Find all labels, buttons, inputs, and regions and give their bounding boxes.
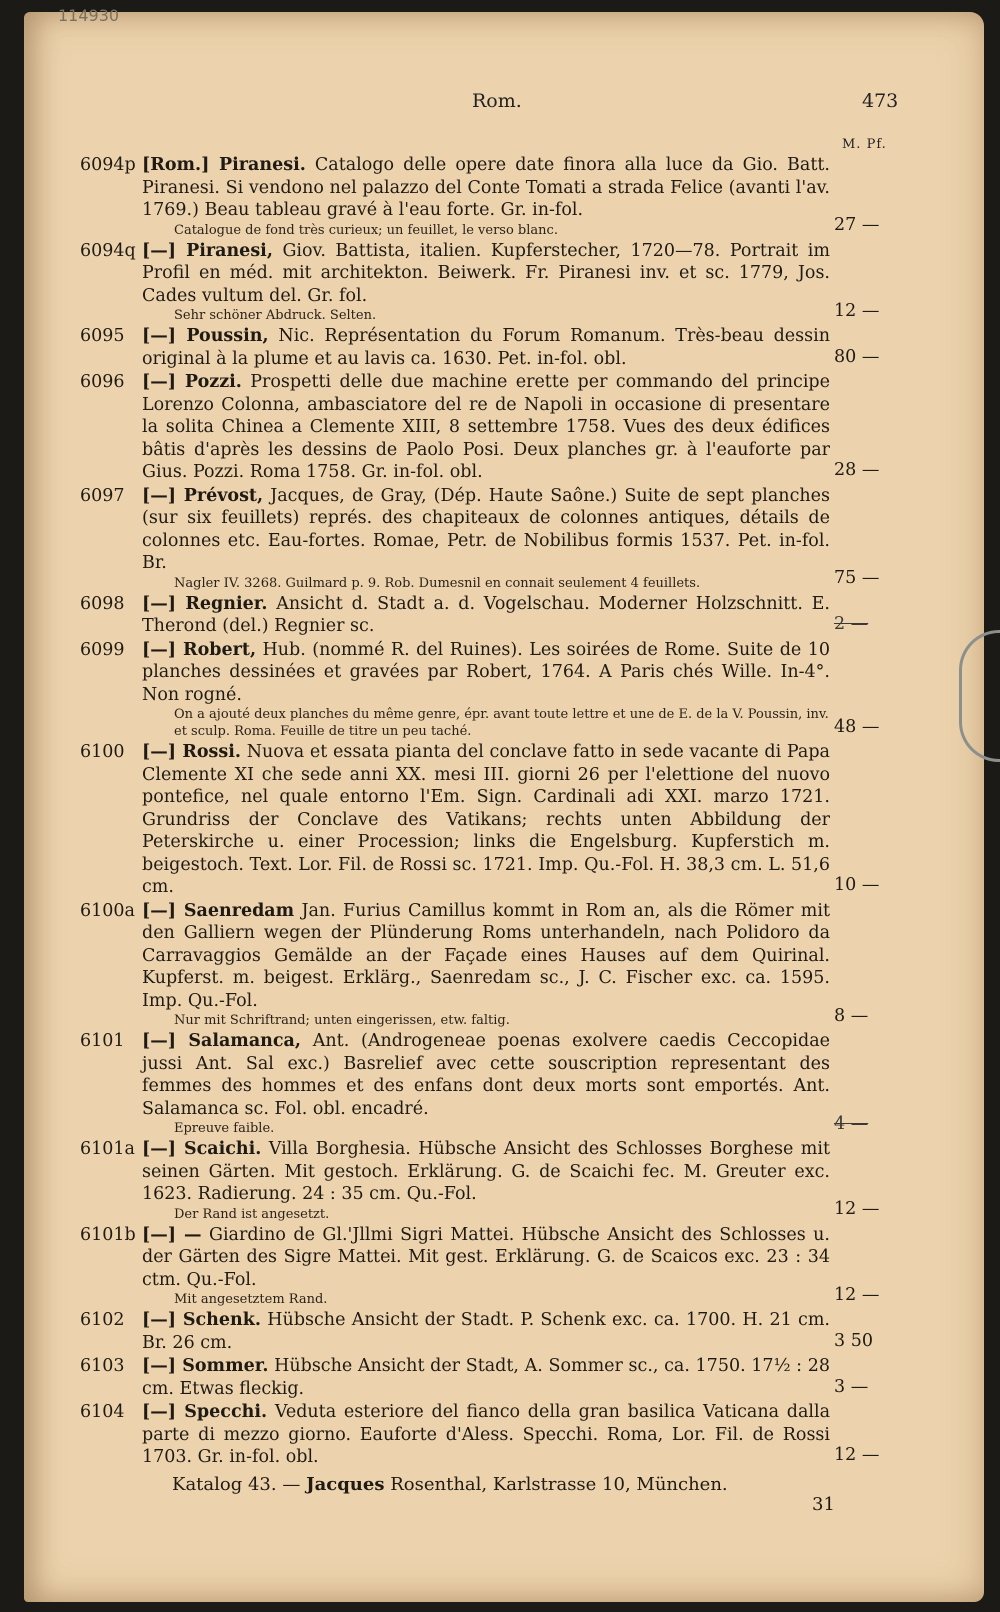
entry-note: Catalogue de fond très curieux; un feuillet, le verso blanc. (174, 222, 558, 238)
entry-price: 48 — (834, 716, 880, 737)
entry-price: 75 — (834, 568, 880, 588)
entry-body (142, 240, 830, 308)
catalog-entry (80, 1309, 916, 1354)
entry-body (142, 325, 830, 370)
entry-note: Nagler IV. 3268. Guilmard p. 9. Rob. Dumesnil en connait seulement 4 feuillets. (174, 575, 701, 591)
lot-number: 6099 (80, 639, 125, 660)
entry-price: 28 — (834, 460, 880, 480)
entry-description: Veduta esteriore del fianco della gran basilica Vaticana dalla parte di mezzo giorno. Eauforte d'Aless. Specchi. Roma, Lor. Fil. de Rossi 1703. Gr. in-fol. obl. (142, 1402, 831, 1467)
entry-body (142, 154, 830, 222)
catalog-entry (80, 1355, 916, 1400)
entry-body (142, 1309, 830, 1354)
entry-body (142, 371, 830, 484)
entry-description: Jan. Furius Camillus kommt in Rom an, als die Römer mit den Galliern wegen der Plünderung Roms unterhandeln, nach Polidoro da Carravaggios Gemälde an der Façade eines Hauses auf dem Quirinal. Kupferst. m. beigest. Erklärg., Saenredam sc., J. C. Fischer exc. ca. 1595. Imp. Qu.-Fol. (142, 900, 830, 1011)
lot-number: 6096 (80, 372, 125, 392)
artist-name: [—] Regnier. (142, 593, 268, 614)
price-column-head: M. Pf. (842, 137, 887, 152)
entry-body (142, 639, 830, 707)
entry-price: 12 — (834, 1284, 880, 1305)
entry-note: On a ajouté deux planches du même genre, épr. avant toute lettre et une de E. de la V. Poussin, inv. et sculp. Roma. Feuille de titre un peu taché. (174, 707, 829, 739)
page-title: Rom. (472, 90, 522, 112)
entry-price: 12 — (834, 300, 880, 321)
entry-note: Sehr schöner Abdruck. Selten. (174, 308, 377, 323)
artist-name: [—] Pozzi. (142, 372, 242, 392)
lot-number: 6100a (80, 900, 135, 921)
entry-body (142, 1030, 830, 1120)
artist-name: [—] Scaichi. (142, 1139, 262, 1159)
entry-description: Giardino de Gl.'Jllmi Sigri Mattei. Hübsche Ansicht des Schlosses u. der Gärten des Sigre Mattei. Mit gest. Erklärung. G. de Scaicos exc. 23 : 34 ctm. Qu.-Fol. (142, 1224, 830, 1290)
catalog-entry (80, 900, 916, 1030)
page-number: 473 (862, 90, 899, 112)
entry-description: Giov. Battista, italien. Kupferstecher, 1720—78. Portrait im Profil en méd. mit architekton. Beiwerk. Fr. Piranesi inv. et sc. 1779, Jos. Cades vultum del. Gr. fol. (142, 240, 830, 306)
artist-name: [—] Robert, (142, 639, 257, 660)
entry-price: 8 — (834, 1005, 869, 1026)
entry-note: Nur mit Schriftrand; unten eingerissen, etw. faltig. (174, 1013, 510, 1028)
lot-number: 6098 (80, 593, 125, 614)
lot-number: 6103 (80, 1356, 125, 1376)
entry-price: 4 — (834, 1113, 869, 1134)
artist-name: [—] Salamanca, (142, 1031, 301, 1051)
entry-price: 10 — (834, 875, 880, 895)
entry-price: 3 — (834, 1376, 869, 1397)
catalog-entry (80, 485, 916, 592)
entry-description: Hübsche Ansicht der Stadt. P. Schenk exc. ca. 1700. H. 21 cm. Br. 26 cm. (142, 1310, 830, 1353)
footer-address: Rosenthal, Karlstrasse 10, München. (390, 1474, 728, 1495)
entry-body (142, 1138, 830, 1206)
entry-body (142, 1355, 830, 1400)
catalog-entry (80, 240, 916, 325)
lot-number: 6102 (80, 1310, 125, 1330)
lot-number: 6104 (80, 1402, 125, 1422)
catalog-entry (80, 371, 916, 484)
artist-name: [—] Sommer. (142, 1356, 269, 1376)
page-footer (172, 1474, 835, 1515)
catalog-entry (80, 154, 916, 239)
catalog-entry (80, 1030, 916, 1137)
entry-description: Villa Borghesia. Hübsche Ansicht des Schlosses Borghese mit seinen Gärten. Mit gestoch. Erklärung. G. de Scaichi fec. M. Greuter exc. 1623. Radierung. 24 : 35 cm. Qu.-Fol. (142, 1139, 830, 1204)
footer-catalog: Katalog 43. — (172, 1474, 301, 1495)
catalog-entry (80, 1401, 916, 1469)
catalog-entry (80, 639, 916, 741)
lot-number: 6094p (80, 155, 136, 175)
entry-body (142, 485, 830, 575)
catalog-entries (80, 154, 916, 1470)
catalog-entry (80, 593, 916, 638)
entry-description: Hub. (nommé R. del Ruines). Les soirées de Rome. Suite de 10 planches dessinées et gravées par Robert, 1764. A Paris chés Wille. In-4°. Non rogné. (142, 639, 830, 705)
entry-body (142, 1401, 830, 1469)
inventory-stamp: 114930 (58, 6, 120, 25)
artist-name: [—] Rossi. (142, 742, 241, 762)
paper-clip-icon (959, 630, 1000, 762)
catalog-entry (80, 1224, 916, 1309)
sheet-signature: 31 (812, 1494, 835, 1515)
entry-price: 2 — (834, 614, 869, 634)
entry-description: Nic. Représentation du Forum Romanum. Très-beau dessin original à la plume et au lavis ca. 1630. Pet. in-fol. obl. (142, 326, 830, 369)
entry-price: 12 — (834, 1199, 880, 1219)
entry-note: Epreuve faible. (174, 1121, 275, 1136)
artist-name: [—] Prévost, (142, 485, 264, 506)
entry-note: Mit angesetztem Rand. (174, 1292, 328, 1307)
lot-number: 6100 (80, 742, 125, 762)
catalog-page (24, 6, 984, 1602)
catalog-entry (80, 325, 916, 370)
artist-name: [—] Specchi. (142, 1402, 268, 1422)
entry-description: Hübsche Ansicht der Stadt, A. Sommer sc., ca. 1750. 17½ : 28 cm. Etwas fleckig. (142, 1356, 830, 1399)
entry-price: 80 — (834, 346, 880, 367)
entry-description: Catalogo delle opere date finora alla luce da Gio. Batt. Piranesi. Si vendono nel palazzo del Conte Tomati a strada Felice (avanti l'av. 1769.) Beau tableau gravé à l'eau forte. Gr. in-fol. (142, 155, 830, 220)
entry-price: 27 — (834, 215, 880, 235)
entry-description: Prospetti delle due machine erette per commando del principe Lorenzo Colonna, ambasciatore del re de Napoli in occasione di presentare la solita Chinea a Clemente XIII, 8 settembre 1758. Vues des deux édifices bâtis d'après les dessins de Paolo Posi. Deux planches gr. à l'eauforte par Gius. Pozzi. Roma 1758. Gr. in-fol. obl. (142, 372, 830, 482)
artist-name: [Rom.] Piranesi. (142, 155, 306, 175)
lot-number: 6095 (80, 326, 125, 346)
lot-number: 6097 (80, 485, 125, 506)
entry-description: Ansicht d. Stadt a. d. Vogelschau. Moderner Holzschnitt. E. Therond (del.) Regnier sc. (142, 593, 830, 636)
lot-number: 6101 (80, 1031, 125, 1051)
footer-publisher: Jacques (306, 1474, 385, 1495)
lot-number: 6094q (80, 240, 136, 261)
lot-number: 6101a (80, 1139, 135, 1159)
entry-description: Ant. (Androgeneae poenas exolvere caedis Ceccopidae jussi Ant. Sal exc.) Basrelief avec cette souscription representant des femmes des hommes et des enfans dont deux morts sont emportés. Ant. Salamanca sc. Fol. obl. encadré. (142, 1031, 830, 1119)
entry-body (142, 1224, 830, 1292)
entry-description: Jacques, de Gray, (Dép. Haute Saône.) Suite de sept planches (sur six feuillets) représ. des chapiteaux de colonnes antiques, détails de colonnes etc. Eau-fortes. Romae, Petr. de Nobilibus formis 1537. Pet. in-fol. Br. (142, 485, 830, 573)
entry-note: Der Rand ist angesetzt. (174, 1206, 330, 1222)
lot-number: 6101b (80, 1224, 136, 1245)
artist-name: [—] — (142, 1224, 202, 1245)
artist-name: [—] Piranesi, (142, 240, 273, 261)
entry-description: Nuova et essata pianta del conclave fatto in sede vacante di Papa Clemente XI che sede anni XX. mesi III. giorni 26 per l'elettione del nuovo pontefice, nel quale entorno l'Em. Sign. Cardinali adi XXI. marzo 1721. Grundriss der Conclave des Vatikans; rechts unten Abbildung der Peterskirche u. einer Procession; links die Engelsburg. Kupferstich m. beigestoch. Text. Lor. Fil. de Rossi sc. 1721. Imp. Qu.-Fol. H. 38,3 cm. L. 51,6 cm. (142, 742, 830, 897)
artist-name: [—] Saenredam (142, 900, 295, 921)
artist-name: [—] Poussin, (142, 326, 269, 346)
entry-body (142, 741, 830, 899)
entry-body (142, 900, 830, 1013)
catalog-entry (80, 741, 916, 899)
entry-body (142, 593, 830, 638)
entry-price: 12 — (834, 1445, 880, 1465)
artist-name: [—] Schenk. (142, 1310, 261, 1330)
entry-price: 3 50 (834, 1330, 873, 1351)
catalog-entry (80, 1138, 916, 1223)
